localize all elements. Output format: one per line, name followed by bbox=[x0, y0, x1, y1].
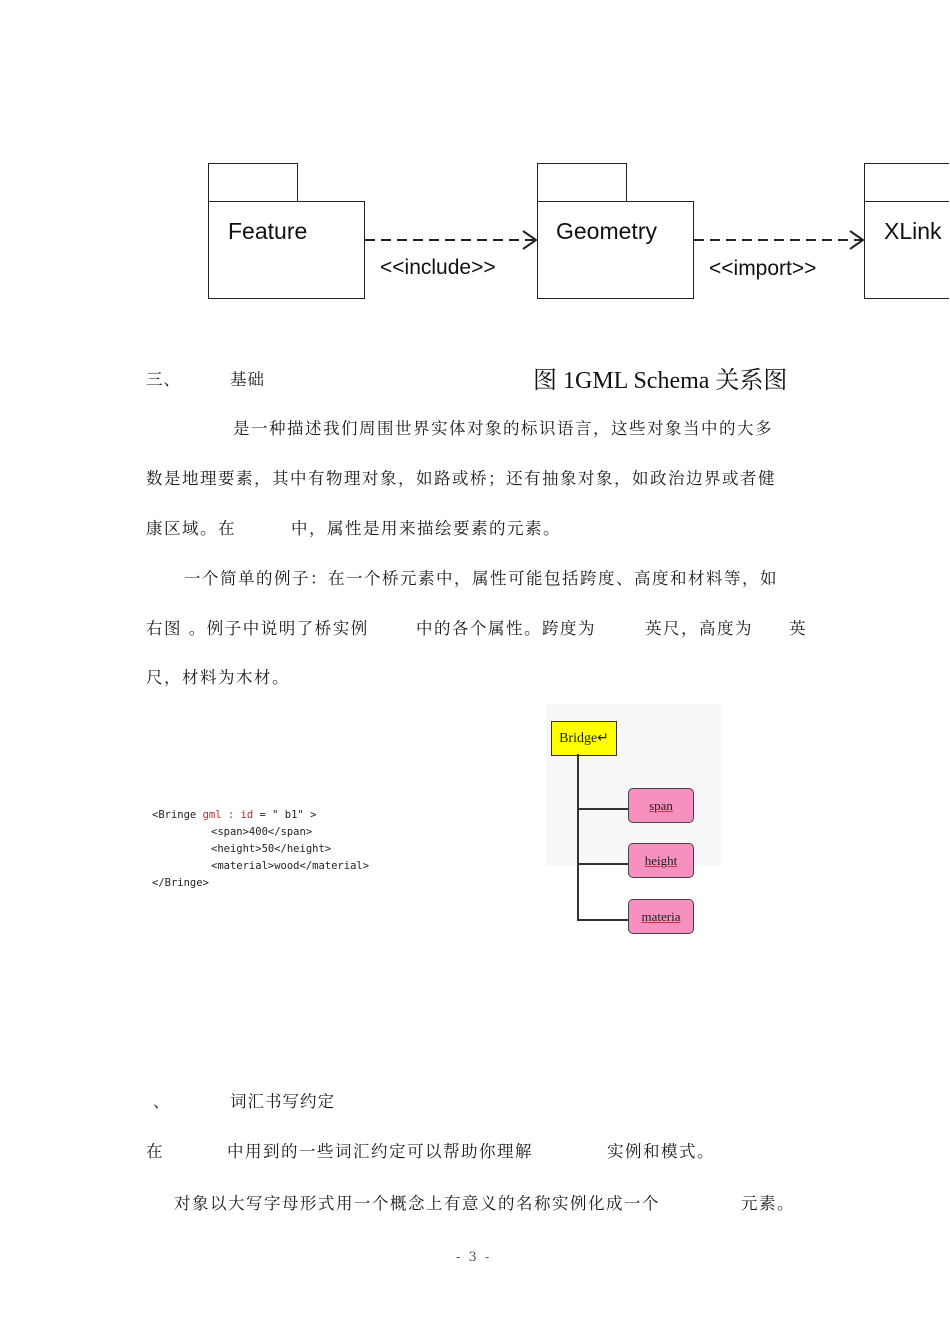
paragraph-2-line-1: 一个简单的例子：在一个桥元素中，属性可能包括跨度、高度和材料等，如 bbox=[184, 569, 778, 588]
tree-branch-span bbox=[577, 808, 629, 810]
code-line-4: <material>wood</material> bbox=[211, 860, 370, 872]
feature-package bbox=[208, 201, 365, 299]
paragraph-2-line-2c: 英尺，高度为 bbox=[645, 619, 753, 638]
paragraph-2-line-2a: 右图 。例子中说明了桥实例 bbox=[146, 619, 369, 638]
xlink-package-tab bbox=[864, 163, 949, 202]
code-line-1-tag: <Bringe bbox=[152, 809, 197, 821]
geometry-package-tab bbox=[537, 163, 627, 202]
tree-root-bridge: Bridge↵ bbox=[551, 721, 617, 756]
code-line-1-rest: = " b1" > bbox=[259, 809, 317, 821]
import-stereotype-label: <<import>> bbox=[709, 257, 817, 280]
page-number: - 3 - bbox=[456, 1250, 492, 1265]
import-dependency-arrow bbox=[692, 226, 866, 254]
code-line-1 bbox=[152, 809, 316, 821]
paragraph-1-line-3a: 康区域。在 bbox=[146, 519, 236, 538]
tree-branch-height bbox=[577, 863, 629, 865]
tree-trunk-line bbox=[577, 754, 579, 921]
paragraph-2-line-2d: 英 bbox=[789, 619, 807, 638]
paragraph-2-line-3: 尺，材料为木材。 bbox=[146, 668, 290, 687]
section-4-number: 、 bbox=[153, 1092, 171, 1111]
code-line-1-attr: gml : id bbox=[202, 809, 254, 821]
feature-package-tab bbox=[208, 163, 298, 202]
section-3-number: 三、 bbox=[146, 370, 181, 389]
xlink-package bbox=[864, 201, 949, 299]
paragraph-4-part-a: 对象以大写字母形式用一个概念上有意义的名称实例化成一个 bbox=[174, 1194, 660, 1213]
figure-1-caption: 图 1GML Schema 关系图 bbox=[533, 368, 788, 394]
include-dependency-arrow bbox=[363, 226, 539, 254]
geometry-package bbox=[537, 201, 694, 299]
xlink-package-label: XLink bbox=[884, 218, 942, 244]
geometry-package-label: Geometry bbox=[556, 218, 657, 244]
paragraph-3-part-b: 中用到的一些词汇约定可以帮助你理解 bbox=[227, 1142, 533, 1161]
paragraph-3-part-c: 实例和模式。 bbox=[607, 1142, 715, 1161]
tree-node-span: span bbox=[628, 788, 694, 823]
code-line-5: </Bringe> bbox=[152, 877, 209, 889]
include-stereotype-label: <<include>> bbox=[380, 256, 496, 279]
tree-branch-materia bbox=[577, 919, 629, 921]
paragraph-4-part-b: 元素。 bbox=[741, 1194, 795, 1213]
paragraph-1-line-2: 数是地理要素，其中有物理对象，如路或桥；还有抽象对象，如政治边界或者健 bbox=[146, 469, 776, 488]
section-3-title: 基础 bbox=[230, 370, 265, 389]
paragraph-3-part-a: 在 bbox=[146, 1142, 164, 1161]
paragraph-2-line-2b: 中的各个属性。跨度为 bbox=[416, 619, 596, 638]
tree-node-materia: materia bbox=[628, 899, 694, 934]
paragraph-1-line-1: 是一种描述我们周围世界实体对象的标识语言，这些对象当中的大多 bbox=[233, 419, 773, 438]
code-line-2: <span>400</span> bbox=[211, 826, 313, 838]
section-4-title: 词汇书写约定 bbox=[230, 1092, 335, 1111]
feature-package-label: Feature bbox=[228, 218, 308, 244]
paragraph-1-line-3b: 中，属性是用来描绘要素的元素。 bbox=[291, 519, 561, 538]
code-line-3: <height>50</height> bbox=[211, 843, 332, 855]
tree-node-height: height bbox=[628, 843, 694, 878]
